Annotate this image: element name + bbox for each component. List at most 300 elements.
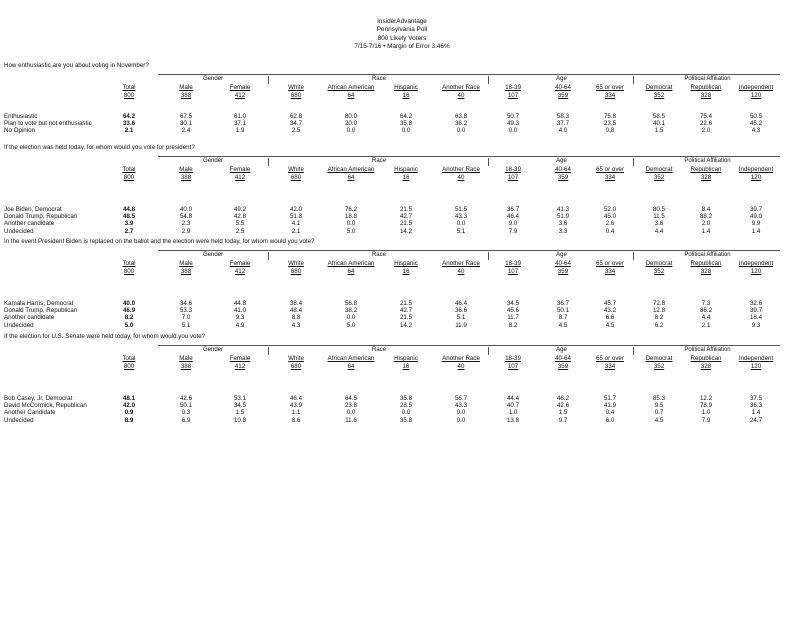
column-header: Female: [229, 84, 251, 91]
table-row: [0, 127, 800, 135]
column-count: 120: [750, 174, 762, 181]
crosstab-value: 5.5: [235, 220, 245, 228]
crosstab-value: 1.9: [235, 127, 245, 135]
column-count: 334: [604, 363, 616, 370]
crosstab-value: 7.0: [181, 314, 191, 322]
crosstab-value: 0.0: [401, 409, 411, 417]
crosstab-value: 14.2: [399, 321, 413, 329]
group-header: Political Affiliation: [633, 158, 781, 166]
crosstab-value: 8.8: [291, 314, 301, 322]
crosstab-value: 4.5: [654, 416, 664, 424]
report-header: [0, 18, 800, 52]
row-label: Undecided: [4, 227, 34, 235]
crosstab-value: 8.4: [701, 206, 711, 213]
column-count: 64: [347, 174, 355, 181]
crosstab-value: 41.9: [603, 402, 617, 410]
column-count: 16: [402, 92, 410, 99]
crosstab-value: 35.8: [399, 416, 413, 424]
crosstab-value: 51.9: [556, 213, 570, 221]
row-label: No Opinion: [4, 127, 35, 135]
crosstab-value: 6.2: [654, 321, 664, 329]
crosstab-value: 30.1: [179, 120, 193, 128]
crosstab-value: 1.1: [291, 409, 301, 417]
column-header-row: [0, 355, 800, 363]
total-value: 3.9: [124, 220, 134, 228]
crosstab-value: 86.2: [699, 307, 713, 315]
crosstab-value: 5.1: [456, 314, 466, 322]
column-header: White: [288, 166, 304, 173]
column-count: 800: [123, 268, 135, 275]
crosstab-value: 72.8: [652, 300, 666, 307]
column-count-row: [0, 174, 800, 182]
crosstab-value: 11.7: [507, 314, 519, 322]
crosstab-value: 56.7: [454, 395, 468, 402]
crosstab-value: 8.6: [291, 416, 301, 424]
column-count: 107: [507, 174, 519, 181]
crosstab-value: 46.4: [289, 395, 303, 402]
crosstab-value: 21.5: [399, 206, 413, 213]
crosstab-value: 12.2: [699, 395, 713, 402]
crosstab-value: 2.5: [291, 127, 301, 135]
column-count: 64: [347, 268, 355, 275]
crosstab-value: 7.3: [701, 300, 711, 307]
column-count: 352: [653, 268, 665, 275]
column-count: 352: [653, 92, 665, 99]
crosstab-value: 9.0: [508, 220, 518, 228]
column-count: 412: [234, 174, 246, 181]
group-header-row: [158, 250, 780, 260]
crosstab-value: 40.7: [506, 402, 520, 410]
group-header: Age: [488, 347, 634, 355]
column-header: Another Race: [442, 84, 480, 91]
row-label: David McCormick, Republican: [4, 402, 87, 410]
crosstab-value: 64.2: [399, 113, 413, 120]
group-header: Gender: [202, 76, 223, 82]
crosstab-value: 35.8: [399, 120, 413, 128]
crosstab-value: 36.7: [506, 206, 520, 213]
column-header-row: [0, 260, 800, 268]
crosstab-value: 80.5: [652, 206, 666, 213]
crosstab-value: 5.1: [456, 227, 466, 235]
crosstab-value: 21.5: [399, 300, 413, 307]
crosstab-value: 58.3: [556, 113, 570, 120]
crosstab-value: 42.7: [399, 213, 413, 221]
column-count: 16: [402, 363, 410, 370]
column-header: African American: [327, 166, 375, 173]
crosstab-value: 0.0: [346, 220, 356, 228]
question-text: How enthusiastic are you about voting in November?: [4, 62, 149, 69]
total-value: 48.1: [122, 395, 136, 402]
column-count: 388: [180, 363, 192, 370]
crosstab-value: 0.8: [605, 127, 615, 135]
crosstab-value: 75.4: [699, 113, 713, 120]
column-count: 16: [402, 174, 410, 181]
crosstab-value: 4.4: [701, 314, 711, 322]
row-label: Kamala Harris, Democrat: [4, 300, 74, 307]
crosstab-value: 1.4: [751, 227, 761, 235]
column-header: Female: [229, 260, 251, 267]
column-header: Independent: [738, 84, 774, 91]
column-header: Hispanic: [394, 355, 418, 362]
crosstab-value: 36.7: [556, 300, 570, 307]
column-header: Republican: [690, 355, 722, 362]
crosstab-value: 35.8: [399, 395, 413, 402]
crosstab-value: 4.3: [751, 127, 761, 135]
crosstab-value: 58.5: [652, 113, 666, 120]
crosstab-value: 63.8: [454, 113, 468, 120]
column-header: African American: [327, 84, 375, 91]
row-label: Donald Trump, Republican: [4, 213, 78, 221]
row-label: Undecided: [4, 416, 34, 424]
group-header: Political Affiliation: [633, 76, 781, 84]
column-count: 800: [123, 363, 135, 370]
crosstab-value: 43.3: [454, 402, 468, 410]
group-header-row: [158, 156, 780, 166]
column-count-row: [0, 268, 800, 276]
column-count: 107: [507, 363, 519, 370]
crosstab-value: 1.0: [508, 409, 518, 417]
row-label: Donald Trump, Republican: [4, 307, 78, 315]
crosstab-value: 1.0: [701, 409, 711, 417]
column-count: 680: [290, 92, 302, 99]
crosstab-value: 23.8: [344, 402, 358, 410]
column-header: Republican: [690, 84, 722, 91]
group-header: Age: [488, 76, 634, 84]
total-value: 2.1: [124, 127, 134, 135]
crosstab-value: 6.6: [605, 314, 615, 322]
crosstab-value: 21.5: [399, 220, 413, 228]
group-header: Gender: [202, 252, 223, 258]
crosstab-value: 43.3: [454, 213, 468, 221]
column-count: 352: [653, 174, 665, 181]
column-header: Republican: [690, 166, 722, 173]
total-value: 8.9: [124, 416, 134, 424]
column-header: White: [288, 355, 304, 362]
crosstab-value: 45.6: [506, 307, 520, 315]
column-header: 40-64: [555, 260, 571, 267]
column-header: 65 or over: [596, 355, 624, 362]
crosstab-value: 50.7: [506, 113, 520, 120]
crosstab-value: 9.9: [751, 220, 761, 228]
crosstab-value: 34.5: [233, 402, 247, 410]
column-header: 18-39: [505, 166, 521, 173]
column-header: Male: [179, 260, 193, 267]
crosstab-value: 44.4: [506, 395, 520, 402]
column-count: 334: [604, 174, 616, 181]
column-header: Democrat: [645, 260, 673, 267]
column-header: 40-64: [555, 166, 571, 173]
column-count: 64: [347, 92, 355, 99]
column-header: 18-39: [505, 260, 521, 267]
crosstab-value: 6.9: [181, 416, 191, 424]
table-row: [0, 322, 800, 330]
crosstab-value: 45.7: [603, 300, 617, 307]
crosstab-value: 11.5: [653, 213, 665, 221]
crosstab-value: 45.0: [603, 213, 617, 221]
total-value: 8.2: [124, 314, 134, 322]
crosstab-value: 8.7: [558, 314, 568, 322]
column-count: 40: [457, 174, 465, 181]
crosstab-value: 42.0: [289, 206, 303, 213]
column-header-row: [0, 84, 800, 92]
column-count: 412: [234, 268, 246, 275]
crosstab-value: 51.5: [454, 206, 468, 213]
crosstab-value: 42.6: [179, 395, 193, 402]
column-header: Total: [122, 166, 136, 173]
crosstab-value: 42.6: [556, 402, 570, 410]
column-header: Another Race: [442, 166, 480, 173]
field-dates-moe: 7/15-7/16 • Margin of Error 3.46%: [354, 43, 450, 51]
crosstab-value: 8.2: [508, 321, 518, 329]
column-header: Total: [122, 355, 136, 362]
crosstab-value: 8.2: [654, 314, 664, 322]
column-count: 120: [750, 268, 762, 275]
column-count: 107: [507, 92, 519, 99]
group-header: Gender: [202, 158, 223, 164]
crosstab-value: 41.0: [233, 307, 247, 315]
crosstab-value: 1.4: [701, 227, 711, 235]
crosstab-value: 42.8: [233, 213, 247, 221]
crosstab-value: 2.0: [701, 220, 711, 228]
crosstab-value: 34.5: [506, 300, 520, 307]
crosstab-value: 0.0: [456, 220, 466, 228]
crosstab-value: 34.6: [179, 300, 193, 307]
crosstab-value: 76.2: [344, 206, 358, 213]
crosstab-value: 36.2: [454, 120, 468, 128]
crosstab-value: 0.4: [605, 227, 615, 235]
column-count: 328: [700, 268, 712, 275]
column-count: 359: [557, 174, 569, 181]
column-header: Total: [122, 260, 136, 267]
crosstab-value: 67.5: [179, 113, 193, 120]
column-count: 680: [290, 268, 302, 275]
column-count: 107: [507, 268, 519, 275]
column-count: 388: [180, 92, 192, 99]
column-count: 334: [604, 92, 616, 99]
row-label: Enthusiastic: [4, 113, 38, 120]
crosstab-value: 4.5: [605, 321, 615, 329]
group-header-row: [158, 345, 780, 355]
crosstab-value: 7.9: [508, 227, 518, 235]
column-count: 388: [180, 268, 192, 275]
crosstab-value: 53.1: [233, 395, 247, 402]
crosstab-value: 39.7: [749, 307, 763, 315]
crosstab-value: 64.5: [344, 395, 358, 402]
column-header: Total: [122, 84, 136, 91]
crosstab-value: 11.9: [455, 321, 467, 329]
row-label: Undecided: [4, 321, 34, 329]
group-header: Age: [488, 252, 634, 260]
column-count: 352: [653, 363, 665, 370]
crosstab-value: 50.1: [556, 307, 570, 315]
crosstab-value: 62.8: [289, 113, 303, 120]
crosstab-value: 36.3: [749, 402, 763, 410]
crosstab-value: 36.6: [454, 307, 468, 315]
column-header: Hispanic: [394, 166, 418, 173]
crosstab-value: 41.3: [556, 206, 570, 213]
crosstab-value: 18.4: [749, 314, 763, 322]
column-count: 120: [750, 363, 762, 370]
crosstab-value: 49.2: [233, 206, 247, 213]
crosstab-value: 52.0: [603, 206, 617, 213]
crosstab-value: 9.5: [654, 402, 664, 410]
crosstab-value: 50.1: [179, 402, 193, 410]
crosstab-value: 43.9: [289, 402, 303, 410]
crosstab-value: 37.5: [749, 395, 763, 402]
total-value: 48.5: [122, 213, 136, 221]
crosstab-value: 2.1: [701, 321, 711, 329]
total-value: 42.0: [122, 402, 136, 410]
question-text: In the event President Biden is replaced on the ballot and the election were held today, for whom would you vote?: [4, 238, 315, 245]
group-header: Race: [268, 347, 489, 355]
column-header: Another Race: [442, 355, 480, 362]
column-header: 65 or over: [596, 84, 624, 91]
crosstab-value: 14.2: [399, 227, 413, 235]
total-value: 2.7: [124, 227, 134, 235]
question-text: If the election for U.S. Senate were held today, for whom would you vote?: [4, 333, 206, 340]
crosstab-value: 5.0: [346, 321, 356, 329]
column-count: 328: [700, 92, 712, 99]
crosstab-value: 40.0: [179, 206, 193, 213]
crosstab-value: 0.0: [346, 314, 356, 322]
column-header: White: [288, 260, 304, 267]
table-row: [0, 417, 800, 425]
total-value: 40.0: [122, 300, 136, 307]
group-header-row: [158, 74, 780, 84]
column-header: Democrat: [645, 166, 673, 173]
crosstab-value: 51.8: [289, 213, 303, 221]
crosstab-value: 78.9: [699, 402, 713, 410]
column-count: 412: [234, 363, 246, 370]
column-header: Male: [179, 166, 193, 173]
column-count: 412: [234, 92, 246, 99]
group-header: Race: [268, 76, 489, 84]
crosstab-value: 18.8: [344, 213, 358, 221]
column-header: Male: [179, 84, 193, 91]
crosstab-value: 54.8: [179, 213, 193, 221]
column-header: 18-39: [505, 355, 521, 362]
crosstab-value: 2.1: [291, 227, 301, 235]
crosstab-value: 80.0: [344, 113, 358, 120]
column-count: 40: [457, 92, 465, 99]
column-header: Independent: [738, 260, 774, 267]
column-header: Female: [229, 166, 251, 173]
column-header: African American: [327, 355, 375, 362]
crosstab-value: 4.9: [235, 321, 245, 329]
crosstab-value: 4.3: [291, 321, 301, 329]
crosstab-value: 4.5: [558, 321, 568, 329]
crosstab-value: 6.0: [605, 416, 615, 424]
total-value: 33.6: [122, 120, 136, 128]
column-header: Hispanic: [394, 84, 418, 91]
crosstab-value: 1.5: [235, 409, 245, 417]
table-row: [0, 228, 800, 236]
total-value: 64.2: [122, 113, 136, 120]
crosstab-value: 5.0: [346, 227, 356, 235]
group-header: Political Affiliation: [633, 252, 781, 260]
column-count: 800: [123, 174, 135, 181]
pollster-name: InsiderAdvantage: [377, 18, 427, 25]
crosstab-value: 2.3: [181, 220, 191, 228]
crosstab-value: 1.5: [654, 127, 664, 135]
column-count: 800: [123, 92, 135, 99]
crosstab-value: 46.4: [454, 300, 468, 307]
crosstab-value: 0.0: [456, 127, 466, 135]
column-count: 40: [457, 363, 465, 370]
crosstab-value: 3.6: [558, 220, 568, 228]
crosstab-value: 5.1: [181, 321, 191, 329]
crosstab-value: 1.5: [558, 409, 568, 417]
crosstab-value: 24.7: [749, 416, 763, 424]
column-header: 40-64: [555, 84, 571, 91]
total-value: 5.0: [124, 321, 134, 329]
column-header: 65 or over: [596, 166, 624, 173]
column-header: 18-39: [505, 84, 521, 91]
crosstab-value: 34.7: [289, 120, 303, 128]
column-header: Republican: [690, 260, 722, 267]
crosstab-value: 53.3: [179, 307, 193, 315]
column-header-row: [0, 166, 800, 174]
row-label: Another candidate: [4, 314, 55, 322]
row-label: Joe Biden, Democrat: [4, 206, 62, 213]
crosstab-value: 0.0: [346, 127, 356, 135]
total-value: 46.9: [122, 307, 136, 315]
column-count: 64: [347, 363, 355, 370]
crosstab-value: 12.8: [652, 307, 666, 315]
crosstab-value: 51.7: [603, 395, 617, 402]
crosstab-value: 22.6: [699, 120, 713, 128]
crosstab-value: 43.2: [603, 307, 617, 315]
crosstab-value: 0.0: [401, 127, 411, 135]
column-count-row: [0, 92, 800, 100]
crosstab-value: 28.5: [399, 402, 413, 410]
column-header: Independent: [738, 355, 774, 362]
crosstab-value: 2.9: [181, 227, 191, 235]
crosstab-value: 88.2: [699, 213, 713, 221]
crosstab-value: 37.1: [233, 120, 247, 128]
column-header: Democrat: [645, 84, 673, 91]
crosstab-value: 75.8: [603, 113, 617, 120]
crosstab-value: 49.3: [506, 120, 520, 128]
question-text: If the election was held today, for whom would you vote for president?: [4, 144, 195, 151]
crosstab-value: 40.1: [652, 120, 666, 128]
group-header: Political Affiliation: [633, 347, 781, 355]
group-header: Race: [268, 158, 489, 166]
row-label: Plan to vote but not enthusiastic: [4, 120, 92, 128]
crosstab-value: 48.4: [289, 307, 303, 315]
crosstab-value: 23.5: [603, 120, 617, 128]
crosstab-value: 49.0: [749, 213, 763, 221]
crosstab-value: 2.6: [605, 220, 615, 228]
column-count: 328: [700, 363, 712, 370]
column-count: 388: [180, 174, 192, 181]
column-count: 359: [557, 363, 569, 370]
crosstab-value: 0.0: [346, 409, 356, 417]
total-value: 0.9: [124, 409, 134, 417]
column-header: Male: [179, 355, 193, 362]
crosstab-value: 11.6: [345, 416, 357, 424]
crosstab-value: 45.2: [749, 120, 763, 128]
crosstab-value: 20.0: [344, 120, 358, 128]
crosstab-value: 46.4: [506, 213, 520, 221]
column-header: Independent: [738, 166, 774, 173]
column-count: 120: [750, 92, 762, 99]
crosstab-value: 0.0: [508, 127, 518, 135]
column-count: 359: [557, 92, 569, 99]
crosstab-value: 61.0: [233, 113, 247, 120]
group-header: Gender: [202, 347, 223, 353]
row-label: Another Candidate: [4, 409, 56, 417]
